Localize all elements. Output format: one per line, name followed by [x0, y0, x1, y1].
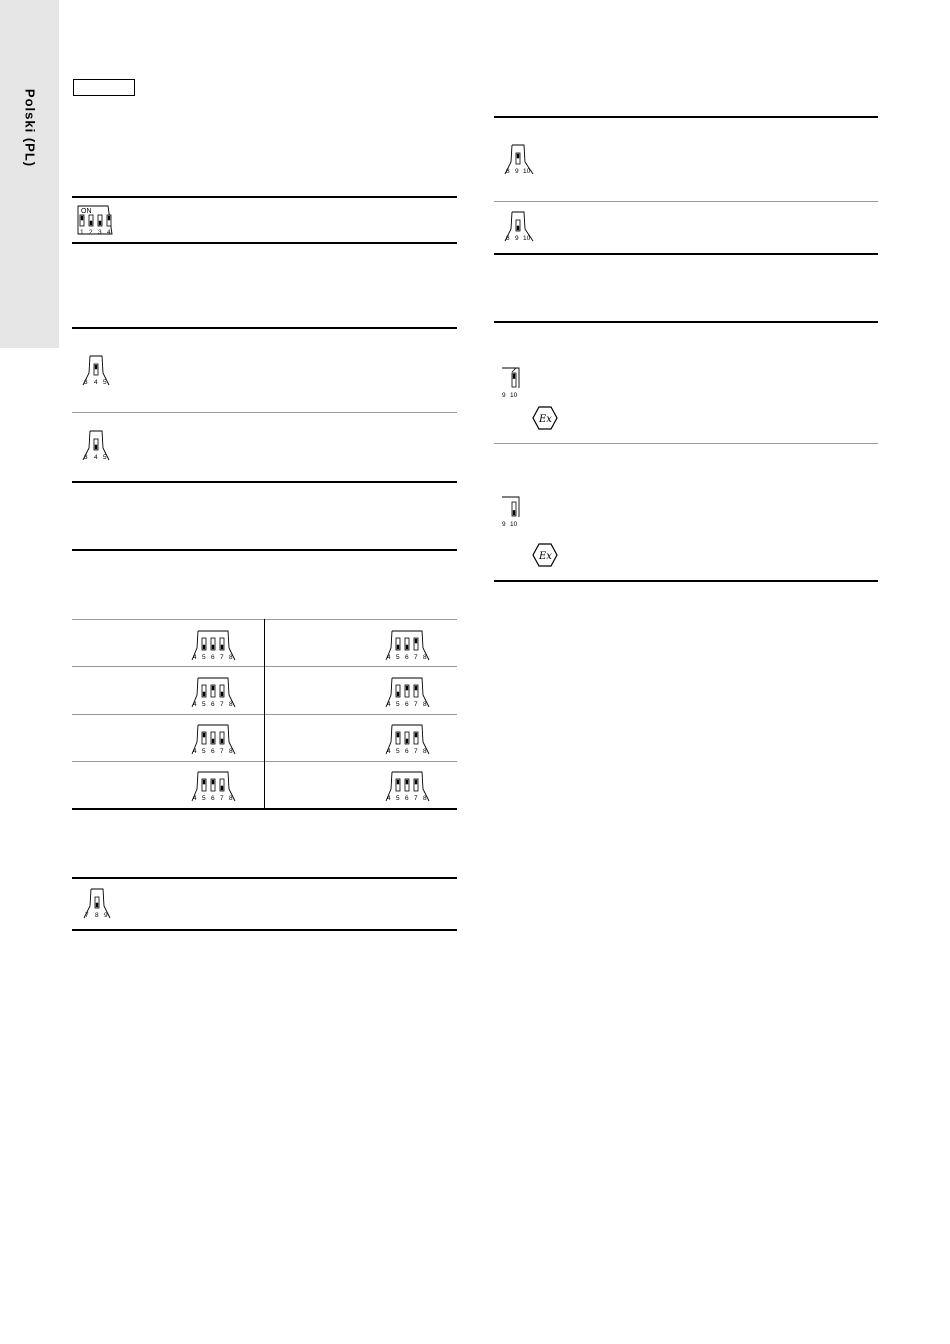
table-rule [72, 929, 457, 931]
table-rule [72, 412, 457, 413]
table-rule [72, 327, 457, 329]
ex-atex-icon [532, 406, 558, 435]
svg-text:4: 4 [193, 654, 197, 661]
svg-text:8: 8 [95, 912, 99, 919]
svg-text:9: 9 [515, 235, 519, 242]
svg-text:ON: ON [81, 208, 92, 215]
svg-text:4: 4 [107, 229, 111, 236]
svg-text:6: 6 [405, 795, 409, 802]
table-rule [72, 549, 457, 551]
svg-text:6: 6 [211, 701, 215, 708]
svg-text:5: 5 [202, 701, 206, 708]
svg-text:8: 8 [229, 748, 233, 755]
language-sidebar [0, 0, 59, 348]
table-rule [494, 253, 878, 255]
dip-switch-4-8-icon [385, 677, 433, 709]
svg-text:3: 3 [84, 379, 88, 386]
dip-switch-3-5-icon [81, 430, 113, 462]
dip-switch-4-8-icon [191, 677, 239, 709]
svg-text:Ex: Ex [539, 414, 552, 425]
dip-switch-4-8-icon [191, 771, 239, 803]
svg-text:7: 7 [220, 795, 224, 802]
svg-text:7: 7 [414, 748, 418, 755]
svg-text:4: 4 [94, 379, 98, 386]
svg-text:4: 4 [387, 795, 391, 802]
svg-text:5: 5 [103, 454, 107, 461]
svg-text:7: 7 [414, 795, 418, 802]
svg-text:10: 10 [510, 392, 518, 399]
svg-text:8: 8 [506, 168, 510, 175]
svg-text:4: 4 [387, 654, 391, 661]
svg-text:3: 3 [84, 454, 88, 461]
svg-text:7: 7 [85, 912, 89, 919]
svg-text:6: 6 [211, 748, 215, 755]
dip-switch-9-10-icon [501, 367, 525, 399]
table-rule [72, 481, 457, 483]
dip-switch-4-8-icon [191, 724, 239, 756]
svg-text:6: 6 [405, 748, 409, 755]
svg-text:7: 7 [220, 654, 224, 661]
table-rule [72, 877, 457, 879]
dip-switch-8-10-icon [503, 144, 537, 176]
table-rule [72, 808, 457, 810]
dip-switch-4-8-icon [191, 630, 239, 662]
svg-text:5: 5 [202, 748, 206, 755]
language-label: Polski (PL) [22, 88, 38, 168]
svg-text:4: 4 [193, 701, 197, 708]
dip-switch-4-8-icon [385, 724, 433, 756]
table-rule [494, 580, 878, 582]
svg-text:8: 8 [229, 654, 233, 661]
svg-text:4: 4 [387, 701, 391, 708]
svg-text:10: 10 [523, 168, 531, 175]
svg-text:6: 6 [211, 654, 215, 661]
svg-text:5: 5 [202, 654, 206, 661]
table-rule [494, 116, 878, 118]
svg-text:9: 9 [502, 392, 506, 399]
svg-text:4: 4 [94, 454, 98, 461]
dip-switch-3-5-icon [81, 355, 113, 387]
svg-text:5: 5 [396, 748, 400, 755]
table-rule [72, 242, 457, 244]
svg-text:6: 6 [211, 795, 215, 802]
svg-text:7: 7 [414, 701, 418, 708]
table-rule [494, 443, 878, 444]
ex-atex-icon [532, 543, 558, 572]
svg-text:6: 6 [405, 701, 409, 708]
svg-text:4: 4 [387, 748, 391, 755]
svg-text:5: 5 [202, 795, 206, 802]
svg-text:8: 8 [423, 654, 427, 661]
svg-text:9: 9 [502, 521, 506, 528]
svg-text:10: 10 [510, 521, 518, 528]
dip-switch-7-9-icon [82, 888, 114, 920]
svg-text:5: 5 [396, 654, 400, 661]
svg-text:4: 4 [193, 748, 197, 755]
svg-text:8: 8 [506, 235, 510, 242]
svg-text:5: 5 [103, 379, 107, 386]
svg-text:2: 2 [89, 229, 93, 236]
table-rule [494, 201, 878, 202]
dip-switch-8-10-icon [503, 211, 537, 243]
dip-switch-9-10-icon [501, 496, 525, 528]
svg-text:8: 8 [229, 701, 233, 708]
table-rule [494, 321, 878, 323]
svg-text:8: 8 [423, 748, 427, 755]
dip-switch-4-8-icon [385, 630, 433, 662]
svg-text:7: 7 [220, 701, 224, 708]
svg-text:7: 7 [220, 748, 224, 755]
svg-text:5: 5 [396, 795, 400, 802]
svg-text:1: 1 [80, 229, 84, 236]
dip-switch-4-8-icon [385, 771, 433, 803]
table-rule [72, 196, 457, 198]
svg-text:10: 10 [523, 235, 531, 242]
svg-text:9: 9 [515, 168, 519, 175]
svg-text:6: 6 [405, 654, 409, 661]
svg-text:8: 8 [423, 795, 427, 802]
svg-text:3: 3 [98, 229, 102, 236]
svg-text:8: 8 [423, 701, 427, 708]
dip-switch-1-4-icon [77, 205, 119, 237]
svg-text:8: 8 [229, 795, 233, 802]
svg-text:4: 4 [193, 795, 197, 802]
svg-text:5: 5 [396, 701, 400, 708]
svg-text:Ex: Ex [539, 551, 552, 562]
table-column-divider [264, 619, 265, 808]
svg-text:7: 7 [414, 654, 418, 661]
note-box [73, 79, 135, 96]
svg-text:9: 9 [104, 912, 108, 919]
